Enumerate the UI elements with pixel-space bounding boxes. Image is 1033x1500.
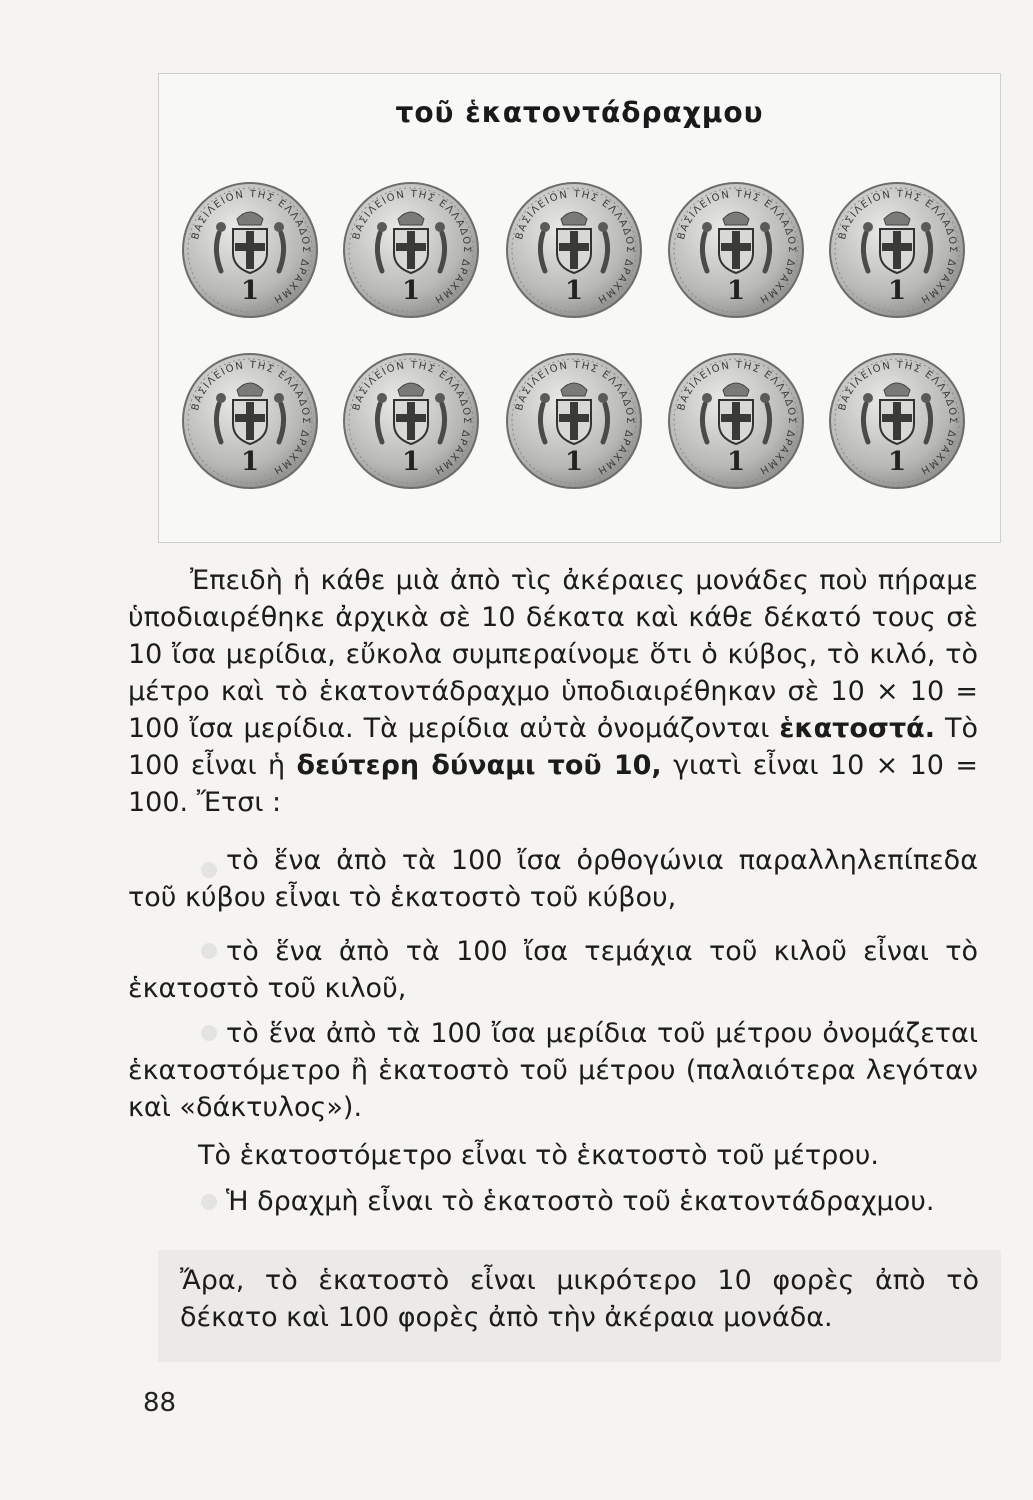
- coin-drawing: [181, 352, 319, 490]
- svg-text:1: 1: [887, 447, 907, 477]
- svg-text:ΒΑΣΙΛΕΙΟΝ ΤΗΣ ΕΛΛΑΔΟΣ ΔΡΑΧΜΗ: ΒΑΣΙΛΕΙΟΝ ΤΗΣ ΕΛΛΑΔΟΣ ΔΡΑΧΜΗ: [351, 188, 473, 306]
- svg-text:ΒΑΣΙΛΕΙΟΝ ΤΗΣ ΕΛΛΑΔΟΣ ΔΡΑΧΜΗ: ΒΑΣΙΛΕΙΟΝ ΤΗΣ ΕΛΛΑΔΟΣ ΔΡΑΧΜΗ: [190, 188, 312, 306]
- drachma-coin-icon: [667, 181, 805, 319]
- summary-text: Ἄρα, τὸ ἑκατοστὸ εἶναι μικρότερο 10 φορὲς ἀπὸ τὸ δέκατο καὶ 100 φορὲς ἀπὸ τὴν ἀκέραια μονάδα.: [180, 1265, 979, 1333]
- drachma-coin-icon: [505, 352, 643, 490]
- bullet-item-cube: τὸ ἕνα ἀπὸ τὰ 100 ἴσα ὀρθογώνια παραλληλεπίπεδα τοῦ κύβου εἶναι τὸ ἑκατοστὸ τοῦ κύβου,: [128, 845, 978, 913]
- svg-text:1: 1: [564, 447, 584, 477]
- intro-paragraph: [128, 562, 978, 821]
- coin-drawing: [181, 181, 319, 319]
- svg-text:1: 1: [240, 447, 260, 477]
- svg-text:1: 1: [726, 447, 746, 477]
- coin-drawing: [505, 181, 643, 319]
- drachma-coin-icon: [342, 181, 480, 319]
- intro-text-tail: γιατὶ εἶναι 10 × 10 = 100. Ἔτσι :: [128, 750, 978, 818]
- drachma-coin-icon: [828, 352, 966, 490]
- bullet-item-metre: τὸ ἕνα ἀπὸ τὰ 100 ἴσα μερίδια τοῦ μέτρου ὀνομάζεται ἑκατοστόμετρο ἢ ἑκατοστὸ τοῦ μέτρου (παλαιότερα λεγόταν καὶ «δάκτυλος»).: [128, 1018, 978, 1123]
- coin-drawing: [505, 352, 643, 490]
- drachma-coin-icon: [828, 181, 966, 319]
- coin-box-title: τοῦ ἑκατοντάδραχμου: [395, 96, 764, 129]
- drachma-coin-icon: [505, 181, 643, 319]
- svg-text:ΒΑΣΙΛΕΙΟΝ ΤΗΣ ΕΛΛΑΔΟΣ ΔΡΑΧΜΗ: ΒΑΣΙΛΕΙΟΝ ΤΗΣ ΕΛΛΑΔΟΣ ΔΡΑΧΜΗ: [676, 359, 798, 477]
- svg-text:ΒΑΣΙΛΕΙΟΝ ΤΗΣ ΕΛΛΑΔΟΣ ΔΡΑΧΜΗ: ΒΑΣΙΛΕΙΟΝ ΤΗΣ ΕΛΛΑΔΟΣ ΔΡΑΧΜΗ: [190, 359, 312, 477]
- drachma-coin-icon: [342, 352, 480, 490]
- svg-text:1: 1: [240, 276, 260, 306]
- summary-box: [158, 1250, 1001, 1362]
- coin-drawing: [667, 181, 805, 319]
- bullet-item-kilo: τὸ ἕνα ἀπὸ τὰ 100 ἴσα τεμάχια τοῦ κιλοῦ εἶναι τὸ ἑκατοστὸ τοῦ κιλοῦ,: [128, 936, 978, 1004]
- intro-text-lead: Ἐπειδὴ ἡ κάθε μιὰ ἀπὸ τὶς ἀκέραιες μονάδες ποὺ πήραμε ὑποδιαιρέθηκε ἀρχικὰ σὲ 10 δέκατα καὶ κάθε δέκατό τους σὲ 10 ἴσα μερίδια, εὔκολα συμπεραίνομε ὅτι ὁ κύβος, τὸ κιλό, τὸ μέτρο καὶ τὸ ἑκατοντάδραχμο ὑποδιαιρέθηκαν σὲ 10 × 10 = 100 ἴσα μερίδια. Τὰ μερίδια αὐτὰ ὀνομάζονται: [128, 565, 978, 744]
- svg-text:ΒΑΣΙΛΕΙΟΝ ΤΗΣ ΕΛΛΑΔΟΣ ΔΡΑΧΜΗ: ΒΑΣΙΛΕΙΟΝ ΤΗΣ ΕΛΛΑΔΟΣ ΔΡΑΧΜΗ: [351, 359, 473, 477]
- svg-text:1: 1: [401, 276, 421, 306]
- term-second-power: δεύτερη δύναμι τοῦ 10,: [296, 750, 662, 781]
- svg-text:ΒΑΣΙΛΕΙΟΝ ΤΗΣ ΕΛΛΑΔΟΣ ΔΡΑΧΜΗ: ΒΑΣΙΛΕΙΟΝ ΤΗΣ ΕΛΛΑΔΟΣ ΔΡΑΧΜΗ: [837, 359, 959, 477]
- drachma-coin-icon: [181, 352, 319, 490]
- svg-text:1: 1: [564, 276, 584, 306]
- svg-text:ΒΑΣΙΛΕΙΟΝ ΤΗΣ ΕΛΛΑΔΟΣ ΔΡΑΧΜΗ: ΒΑΣΙΛΕΙΟΝ ΤΗΣ ΕΛΛΑΔΟΣ ΔΡΑΧΜΗ: [514, 188, 636, 306]
- svg-text:ΒΑΣΙΛΕΙΟΝ ΤΗΣ ΕΛΛΑΔΟΣ ΔΡΑΧΜΗ: ΒΑΣΙΛΕΙΟΝ ΤΗΣ ΕΛΛΑΔΟΣ ΔΡΑΧΜΗ: [514, 359, 636, 477]
- coin-drawing: [828, 181, 966, 319]
- svg-text:1: 1: [726, 276, 746, 306]
- coin-illustration-box: [158, 73, 1001, 543]
- svg-text:1: 1: [887, 276, 907, 306]
- bullet-item-drachma: Ἡ δραχμὴ εἶναι τὸ ἑκατοστὸ τοῦ ἑκατοντάδραχμου.: [226, 1186, 935, 1217]
- svg-text:ΒΑΣΙΛΕΙΟΝ ΤΗΣ ΕΛΛΑΔΟΣ ΔΡΑΧΜΗ: ΒΑΣΙΛΕΙΟΝ ΤΗΣ ΕΛΛΑΔΟΣ ΔΡΑΧΜΗ: [837, 188, 959, 306]
- coin-drawing: [828, 352, 966, 490]
- centimetre-statement: Τὸ ἑκατοστόμετρο εἶναι τὸ ἑκατοστὸ τοῦ μέτρου.: [198, 1140, 879, 1171]
- svg-text:1: 1: [401, 447, 421, 477]
- drachma-coin-icon: [181, 181, 319, 319]
- coin-drawing: [342, 181, 480, 319]
- term-ekatosta: ἑκατοστά.: [779, 713, 935, 744]
- drachma-coin-icon: [667, 352, 805, 490]
- svg-text:ΒΑΣΙΛΕΙΟΝ ΤΗΣ ΕΛΛΑΔΟΣ ΔΡΑΧΜΗ: ΒΑΣΙΛΕΙΟΝ ΤΗΣ ΕΛΛΑΔΟΣ ΔΡΑΧΜΗ: [676, 188, 798, 306]
- coin-drawing: [342, 352, 480, 490]
- page-number: 88: [143, 1388, 177, 1418]
- coin-drawing: [667, 352, 805, 490]
- intro-text-mid: Τὸ 100 εἶναι ἡ: [128, 713, 978, 781]
